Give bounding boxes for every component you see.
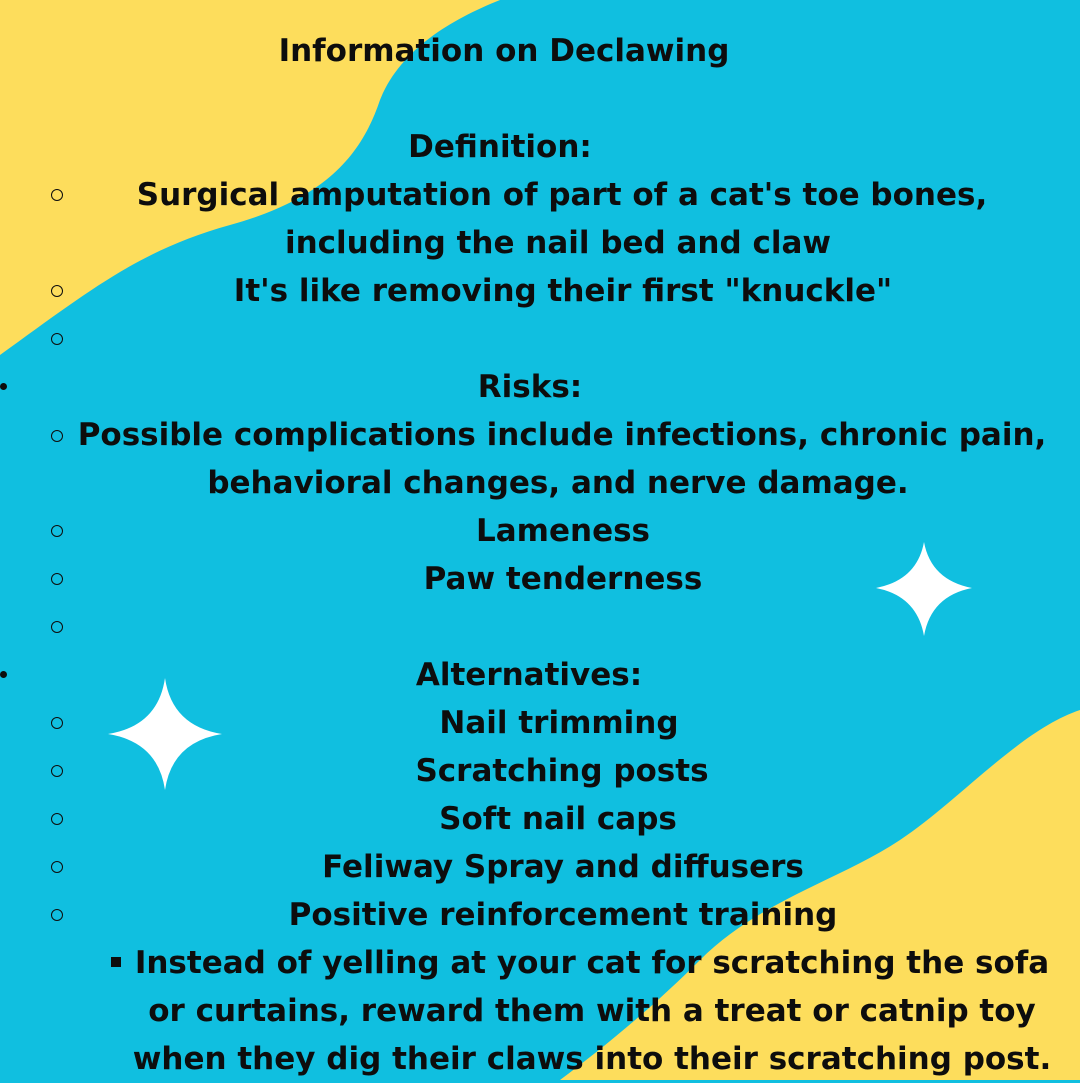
sub-list-item: when they dig their claws into their scratching post. — [132, 1041, 1052, 1077]
list-item: Surgical amputation of part of a cat's toe bones, — [136, 177, 988, 213]
list-item: Paw tenderness — [423, 561, 703, 597]
list-item: including the nail bed and claw — [284, 225, 832, 261]
list-bullet-circle — [51, 333, 63, 345]
list-bullet-disc — [0, 383, 7, 390]
list-item: It's like removing their first "knuckle" — [233, 273, 893, 309]
sub-list-item: Instead of yelling at your cat for scratching the sofa — [134, 945, 1050, 981]
list-item: Scratching posts — [415, 753, 709, 789]
definition-heading: Definition: — [408, 129, 592, 165]
list-bullet-circle — [51, 189, 63, 201]
list-bullet-circle — [51, 573, 63, 585]
sub-list-item: or curtains, reward them with a treat or catnip toy — [148, 993, 1036, 1029]
list-item: Nail trimming — [439, 705, 679, 741]
list-bullet-circle — [51, 621, 63, 633]
list-bullet-circle — [51, 525, 63, 537]
list-item: Possible complications include infections, chronic pain, — [77, 417, 1047, 453]
list-item: Positive reinforcement training — [288, 897, 838, 933]
list-bullet-circle — [51, 909, 63, 921]
list-bullet-circle — [51, 765, 63, 777]
sparkle-icon — [108, 678, 222, 790]
list-bullet-disc — [0, 671, 7, 678]
list-item: Soft nail caps — [439, 801, 677, 837]
list-bullet-circle — [51, 861, 63, 873]
list-bullet-circle — [51, 285, 63, 297]
alternatives-heading: Alternatives: — [415, 657, 643, 693]
list-bullet-circle — [51, 717, 63, 729]
list-bullet-circle — [51, 813, 63, 825]
list-bullet-square — [111, 957, 121, 967]
sparkle-icon — [876, 542, 972, 636]
risks-heading: Risks: — [477, 369, 583, 405]
list-item: Feliway Spray and diffusers — [322, 849, 804, 885]
list-item: Lameness — [476, 513, 650, 549]
list-bullet-circle — [51, 430, 63, 442]
list-item: behavioral changes, and nerve damage. — [207, 465, 909, 501]
page-title: Information on Declawing — [278, 33, 730, 69]
